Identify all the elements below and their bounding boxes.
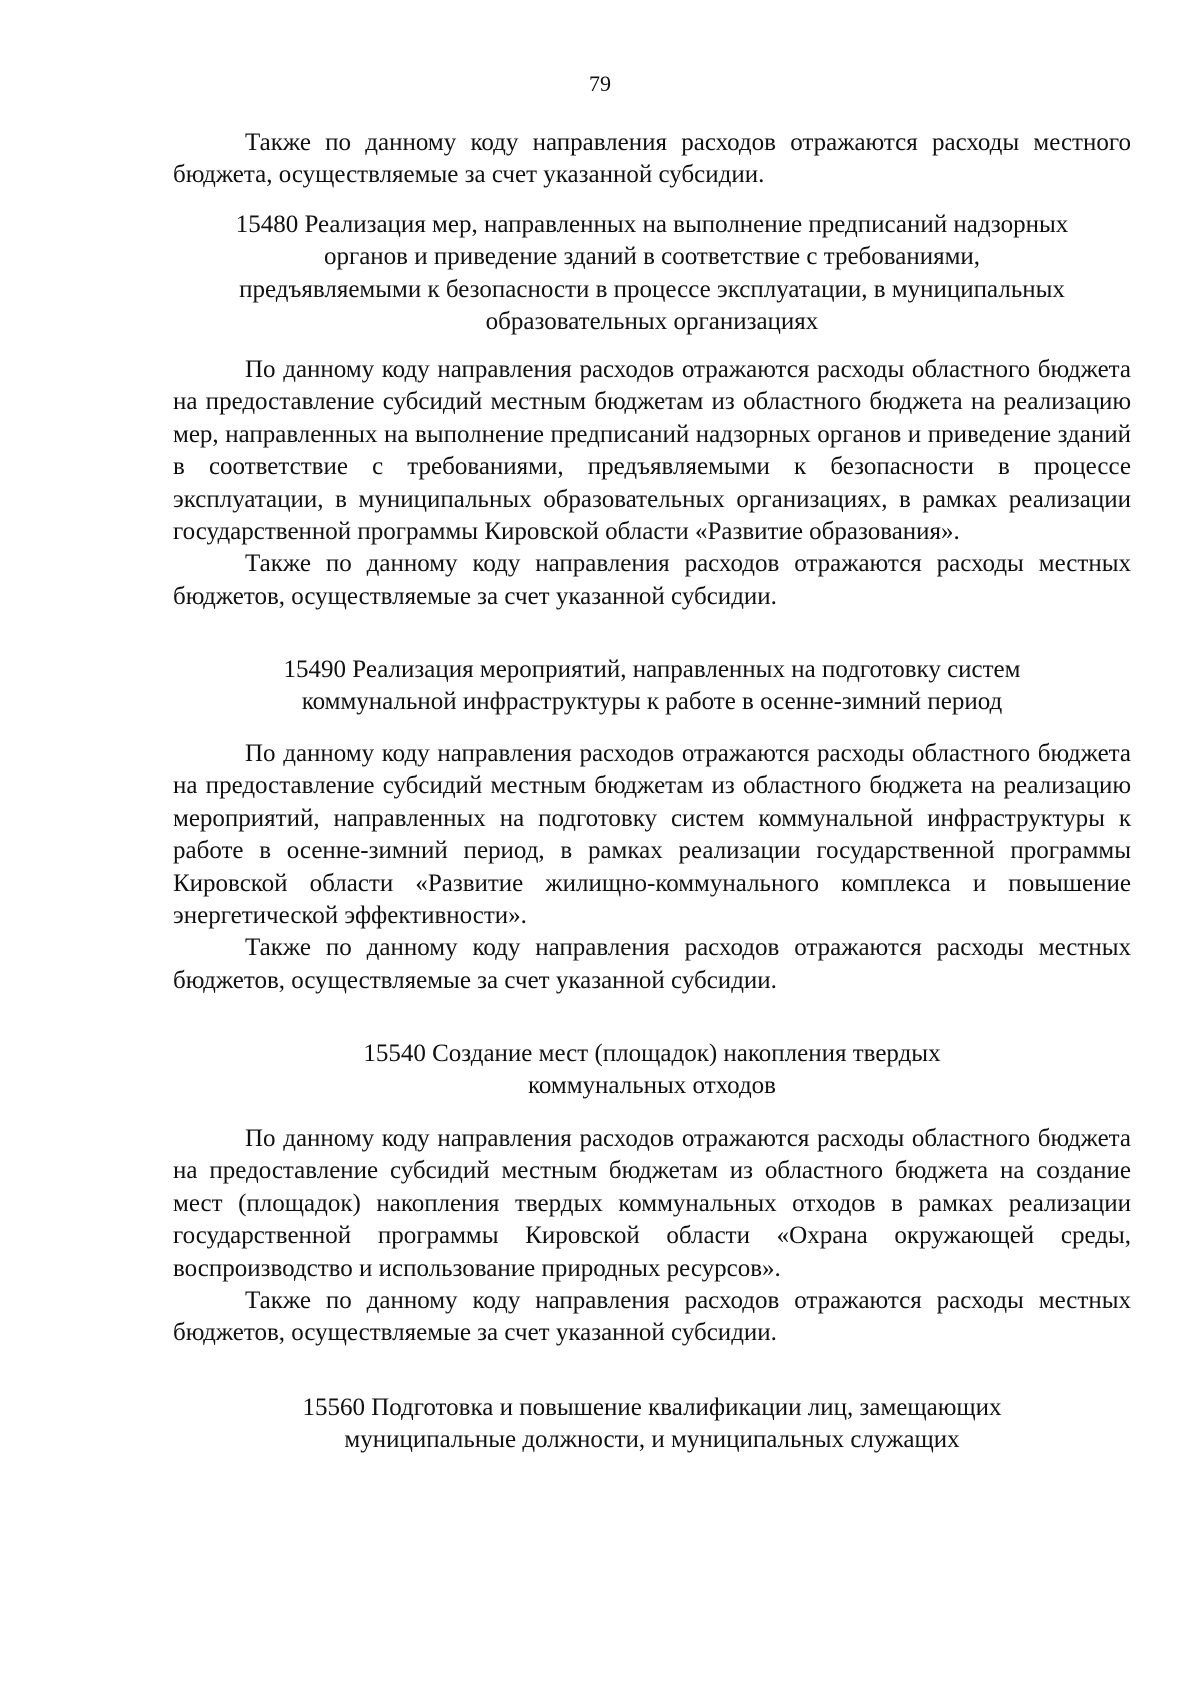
heading-line: коммунальной инфраструктуры к работе в осенне-зимний период [301, 688, 1003, 716]
section-heading [173, 1038, 1131, 1103]
paragraph: Также по данному коду направления расходов отражаются расходы местных бюджетов, осуществляемые за счет указанной субсидии. [173, 1287, 1131, 1347]
section-heading [173, 209, 1131, 339]
heading-line: 15480 Реализация мер, направленных на выполнение предписаний надзорных [235, 211, 1069, 238]
section-body [173, 738, 1131, 997]
heading-line: 15560 Подготовка и повышение квалификации лиц, замещающих [302, 1394, 1002, 1421]
section-heading [173, 1392, 1131, 1457]
heading-line: муниципальные должности, и муниципальных служащих [344, 1426, 960, 1454]
section-heading [173, 654, 1131, 719]
section-body [173, 354, 1131, 613]
intro-block [173, 127, 1131, 192]
heading-line: 15540 Создание мест (площадок) накопления твердых [363, 1040, 941, 1067]
heading-line: коммунальных отходов [528, 1072, 776, 1100]
paragraph: По данному коду направления расходов отражаются расходы областного бюджета на предоставление субсидий местным бюджетам из областного бюджета на создание мест (площадок) накопления твердых коммунальных отходов в рамках реализации государственной программы Кировской области «Охрана окружающей среды, воспроизводство и использование природных ресурсов». [173, 1125, 1131, 1282]
paragraph: Также по данному коду направления расходов отражаются расходы местных бюджетов, осуществляемые за счет указанной субсидии. [173, 550, 1131, 610]
paragraph: Также по данному коду направления расходов отражаются расходы местного бюджета, осуществляемые за счет указанной субсидии. [173, 129, 1131, 189]
paragraph: Также по данному коду направления расходов отражаются расходы местных бюджетов, осуществляемые за счет указанной субсидии. [173, 934, 1131, 994]
heading-line: образовательных организациях [485, 308, 819, 336]
heading-line: предъявляемыми к безопасности в процессе эксплуатации, в муниципальных [239, 275, 1065, 303]
section-body [173, 1123, 1131, 1350]
paragraph: По данному коду направления расходов отражаются расходы областного бюджета на предоставление субсидий местным бюджетам из областного бюджета на реализацию мероприятий, направленных на подготовку систем коммунальной инфраструктуры к работе в осенне-зимний период, в рамках реализации государственной программы Кировской области «Развитие жилищно-коммунального комплекса и повышение энергетической эффективности». [173, 740, 1131, 930]
heading-line: органов и приведение зданий в соответствие с требованиями, [323, 243, 981, 271]
page-number: 79 [589, 71, 611, 96]
heading-line: 15490 Реализация мероприятий, направленных на подготовку систем [283, 656, 1021, 683]
paragraph: По данному коду направления расходов отражаются расходы областного бюджета на предоставление субсидий местным бюджетам из областного бюджета на реализацию мер, направленных на выполнение предписаний надзорных органов и приведение зданий в соответствие с требованиями, предъявляемыми к безопасности в процессе эксплуатации, в муниципальных образовательных организациях, в рамках реализации государственной программы Кировской области «Развитие образования». [173, 356, 1131, 546]
